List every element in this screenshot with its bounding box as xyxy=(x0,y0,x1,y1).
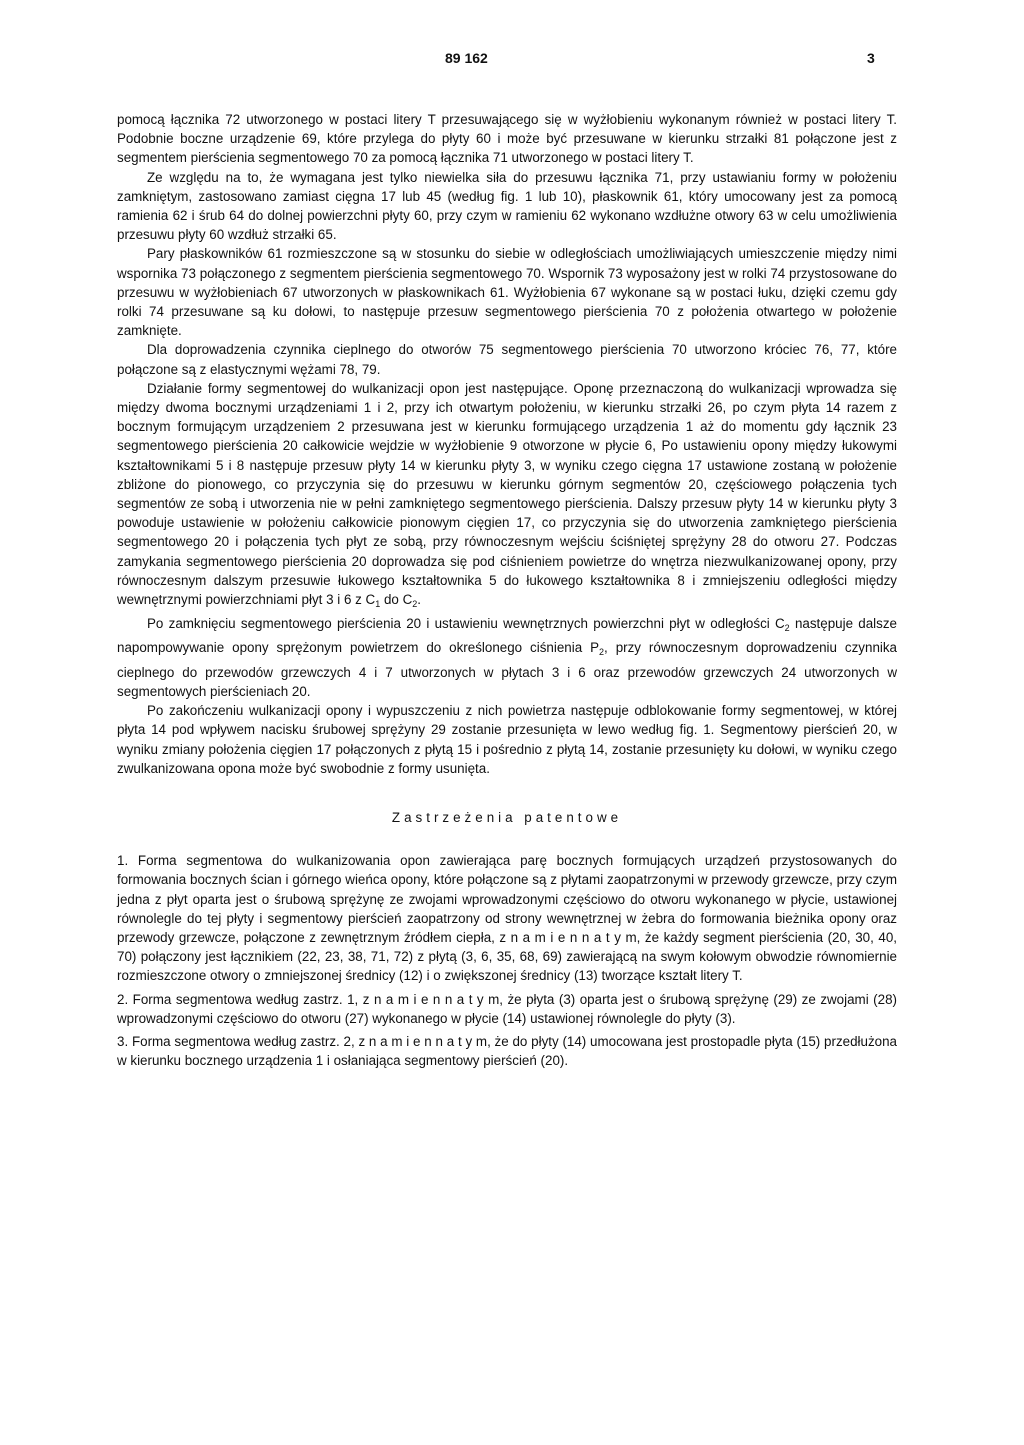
patent-number: 89 162 xyxy=(445,50,488,66)
claim-2: 2. Forma segmentowa według zastrz. 1, z n a m i e n n a t y m, że płyta (3) oparta jest o śrubową sprężynę (29) ze zwojami (28) wprowadzonymi częściowo do otworu (27) wykonanego w płycie (14) ustawionej równolegle do płyty (3). xyxy=(117,991,897,1026)
paragraph-5-end: . xyxy=(417,592,422,608)
paragraph-5-mid: do C xyxy=(380,592,413,608)
paragraph-6-a: Po zamknięciu segmentowego pierścienia 20 i ustawieniu wewnętrznych powierzchni płyt w odległości C xyxy=(147,616,785,632)
subscript: 1 xyxy=(375,599,381,610)
paragraph-2: Ze względu na to, że wymagana jest tylko niewielka siła do przesuwu łącznika 71, przy ustawianiu formy w położeniu zamkniętym, zastosowano zamiast cięgna 17 lub 45 (według fig. 1 lub 10), płaskownik 61, który umocowany jest za pomocą ramienia 62 i śrub 64 do dolnej powierzchni płyty 60, przy czym w ramieniu 62 wykonano wzdłużne otwory 63 w celu umożliwienia przesuwu płyty 60 wzdłuż strzałki 65. xyxy=(117,169,897,243)
page-content xyxy=(117,110,897,1070)
page-header xyxy=(0,50,1024,74)
paragraph-1: pomocą łącznika 72 utworzonego w postaci litery T przesuwającego się w wyżłobieniu wykonanym również w postaci litery T. Podobnie boczne urządzenie 69, które przylega do płyty 60 i może być przesuwane w kierunku strzałki 81 połączone jest z segmentem pierścienia segmentowego 70 za pomocą łącznika 71 utworzonego w postaci litery T. xyxy=(117,112,897,166)
paragraph-7: Po zakończeniu wulkanizacji opony i wypuszczeniu z nich powietrza następuje odblokowanie formy segmentowej, w której płyta 14 pod wpływem nacisku śrubowej sprężyny 29 zostanie przesunięta w lewo według fig. 1. Segmentowy pierścień 20, w wyniku zmiany położenia cięgien 17 połączonych z płytą 15 i pośrednio z płytą 14, zostanie przesunięty ku dołowi, w wyniku czego zwulkanizowana opona może być swobodnie z formy usunięta. xyxy=(117,703,897,776)
subscript: 2 xyxy=(412,599,418,610)
paragraph-5 xyxy=(117,379,897,614)
paragraph-6 xyxy=(117,614,897,701)
page-number: 3 xyxy=(867,50,875,66)
claims-heading: Zastrzeżenia patentowe xyxy=(391,809,623,825)
paragraph-5-text: Działanie formy segmentowej do wulkanizacji opon jest następujące. Oponę przeznaczoną do wulkanizacji wprowadza się między dwoma bocznymi urządzeniami 1 i 2, przy ich otwartym położeniu, w kierunku strzałki 26, po czym płyta 14 razem z bocznym formującym urządzeniem 2 przesuwana jest w kierunku formującego urządzenia 1 aż do momentu gdy łącznik 23 segmentowego pierścienia 20 całkowicie wejdzie w wyżłobienie 9 otworzone w płycie 6, Po ustawieniu opony między łukowymi kształtownikami 5 i 8 następuje przesuw płyty 14 w kierunku płyty 3, w wyniku czego cięgna 17 ustawione zostaną w położenie zbliżone do pionowego, co przyczynia się do przesuwu w kierunku górnym segmentów 20, częściowego połączenia tych segmentów ze sobą i utworzenia nie w pełni zamkniętego segmentowego pierścienia. Dalszy przesuw płyty 14 w kierunku płyty 3 powoduje ustawienie w położeniu całkowicie pionowym cięgien 17, co przyczynia się do utworzenia zamkniętego pierścienia segmentowego 20 i połączenia tych płyt ze sobą, przy równoczesnym wejściu ściśniętej sprężyny 28 do otworu 27. Podczas zamykania segmentowego pierścienia 20 doprowadza się pod ciśnieniem powietrze do wnętrza niezwulkanizowanej opony, przy równoczesnym dalszym przesuwie łukowego kształtownika 5 do łukowego kształtownika 8 i zmniejszeniu odległości między wewnętrznymi powierzchniami płyt 3 i 6 z C xyxy=(117,380,897,608)
paragraph-6-b: następuje dalsze napompowywanie opony sprężonym powietrzem do określonego ciśnienia P xyxy=(117,616,897,656)
paragraph-3: Pary płaskowników 61 rozmieszczone są w stosunku do siebie w odległościach umożliwiających umieszczenie między nimi wspornika 73 połączonego z segmentem pierścienia segmentowego 70. Wspornik 73 wyposażony jest w rolki 74 przystosowane do przesuwu w wyżłobieniach 67 utworzonych w płaskownikach 61. Wyżłobienia 67 wykonane są w postaci łuku, dzięki czemu gdy rolki 74 przesuwane są ku dołowi, to następuje przesuw segmentowego pierścienia 70 z położenia otwartego w położenie zamknięte. xyxy=(117,246,897,339)
subscript: 2 xyxy=(784,623,790,634)
claim-1: 1. Forma segmentowa do wulkanizowania opon zawierająca parę bocznych formujących urządzeń przystosowanych do formowania bocznych ścian i górnego wieńca opony, które połączone są z płytami zaopatrzonymi w przewody grzewcze, przy czym jedna z płyt oparta jest o śrubową sprężynę ze zwojami wprowadzonymi częściowo do otworu wykonanego w płycie, ustawionej równolegle do tej płyty i segmentowy pierścień zaopatrzony od strony wewnętrznej w żebra do formowania bieżnika opony oraz przewody grzewcze, połączone z zewnętrznym źródłem ciepła, z n a m i e n n a t y m, że każdy segment pierścienia (20, 30, 40, 70) połączony jest łącznikiem (22, 23, 38, 71, 72) z płytą (3, 6, 35, 68, 69) zawierającą na swym kołowym obwodzie równomiernie rozmieszczone otwory o zmniejszonej średnicy (12) i o zwiększonej średnicy (13) tworzące kształt litery T. xyxy=(117,853,897,984)
paragraph-4: Dla doprowadzenia czynnika cieplnego do otworów 75 segmentowego pierścienia 70 utworzono króciec 76, 77, które połączone są z elastycznymi wężami 78, 79. xyxy=(117,342,897,377)
paragraph-6-c: , przy równoczesnym doprowadzeniu czynnika cieplnego do przewodów grzewczych 4 i 7 utworzonych w płytach 3 i 6 oraz przewodów grzewczych 24 utworzonych w segmentowych pierścieniach 20. xyxy=(117,640,898,699)
subscript: 2 xyxy=(599,647,605,658)
claim-3: 3. Forma segmentowa według zastrz. 2, z n a m i e n n a t y m, że do płyty (14) umocowana jest prostopadle płyta (15) przedłużona w kierunku bocznego urządzenia 1 i osłaniająca segmentowy pierścień (20). xyxy=(117,1033,897,1069)
